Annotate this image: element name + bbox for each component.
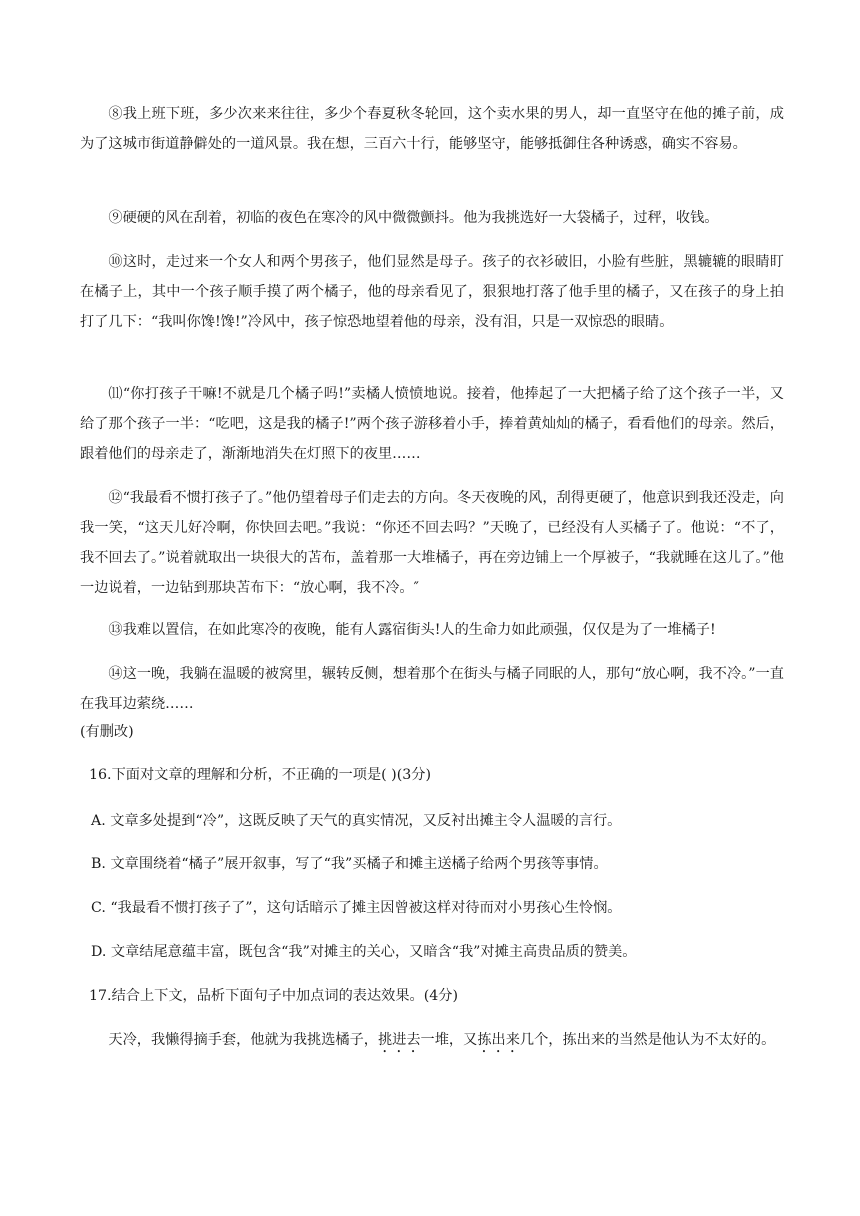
sentence-part-3: 几个，拣出来的当然是他认为不太好的。 [519, 1032, 776, 1048]
dotted-word-1: 挑进去 [377, 1032, 421, 1048]
paragraph-10: ⑩这时，走过来一个女人和两个男孩子，他们显然是母子。孩子的衣衫破旧，小脸有些脏，黑辘辘的眼睛盯在橘子上，其中一个孩子顺手摸了两个橘子，他的母亲看见了，狠狠地打落了他手里的橘子，又在孩子的身上拍打了几下：“我叫你馋!馋!”冷风中，孩子惊恐地望着他的母亲，没有泪，只是一双惊恐的眼睛。 [80, 254, 784, 330]
paragraph-8: ⑧我上班下班，多少次来来往往，多少个春夏秋冬轮回，这个卖水果的男人，却一直坚守在他的摊子前，成为了这城市街道静僻处的一道风景。我在想，三百六十行，能够坚守，能够抵御住各种诱惑，确实不容易。 [80, 106, 784, 152]
paragraph-14: ⑭这一晚，我躺在温暖的被窝里，辗转反侧，想着那个在街头与橘子同眠的人，那句“放心啊，我不冷。”一直在我耳边萦绕…… [80, 666, 784, 712]
paragraph-12: ⑫“我最看不惯打孩子了。”他仍望着母子们走去的方向。冬天夜晚的风，刮得更硬了，他意识到我还没走，向我一笑，“这天儿好冷啊，你快回去吧。”我说：“你还不回去吗？”天晚了，已经没有人买橘子了。他说：“不了，我不回去了。”说着就取出一块很大的苫布，盖着那一大堆橘子，再在旁边铺上一个厚被子，“我就睡在这儿了。”他一边说着，一边钻到那块苫布下：“放心啊，我不冷。″ [80, 490, 784, 596]
question-17-sentence [80, 1025, 784, 1056]
option-d: D. 文章结尾意蕴丰富，既包含“我”对摊主的关心，又暗含“我”对摊主高贵品质的赞美。 [91, 944, 637, 960]
paragraph-11: ⑾“你打孩子干嘛!不就是几个橘子吗!”卖橘人愤愤地说。接着，他捧起了一大把橘子给了这个孩子一半，又给了那个孩子一半：“吃吧，这是我的橘子!”两个孩子游移着小手，捧着黄灿灿的橘子，看看他们的母亲。然后，跟着他们的母亲走了，渐渐地消失在灯照下的夜里…… [80, 386, 784, 462]
paragraph-9: ⑨硬硬的风在刮着，初临的夜色在寒冷的风中微微颤抖。他为我挑选好一大袋橘子，过秤，收钱。 [108, 210, 719, 226]
dotted-word-2: 拣出来 [477, 1032, 520, 1048]
option-a: A. 文章多处提到“冷”，这既反映了天气的真实情况，又反衬出摊主令人温暖的言行。 [91, 813, 622, 829]
question-17: 17.结合上下文，品析下面句子中加点词的表达效果。(4分) [89, 988, 458, 1004]
option-c: C. “我最看不惯打孩子了”，这句话暗示了摊主因曾被这样对待而对小男孩心生怜悯。 [91, 900, 622, 916]
option-b: B. 文章围绕着“橘子”展开叙事，写了“我”买橘子和摊主送橘子给两个男孩等事情。 [91, 856, 608, 872]
question-16: 16.下面对文章的理解和分析，不正确的一项是( )(3分) [89, 767, 431, 783]
sentence-part-2: 一堆，又 [420, 1032, 478, 1048]
paragraph-13: ⑬我难以置信，在如此寒冷的夜晚，能有人露宿街头!人的生命力如此顽强，仅仅是为了一堆橘子! [108, 622, 716, 638]
revision-note: (有删改) [80, 724, 134, 740]
sentence-part-1: 天冷，我懒得摘手套，他就为我挑选橘子， [108, 1032, 378, 1048]
